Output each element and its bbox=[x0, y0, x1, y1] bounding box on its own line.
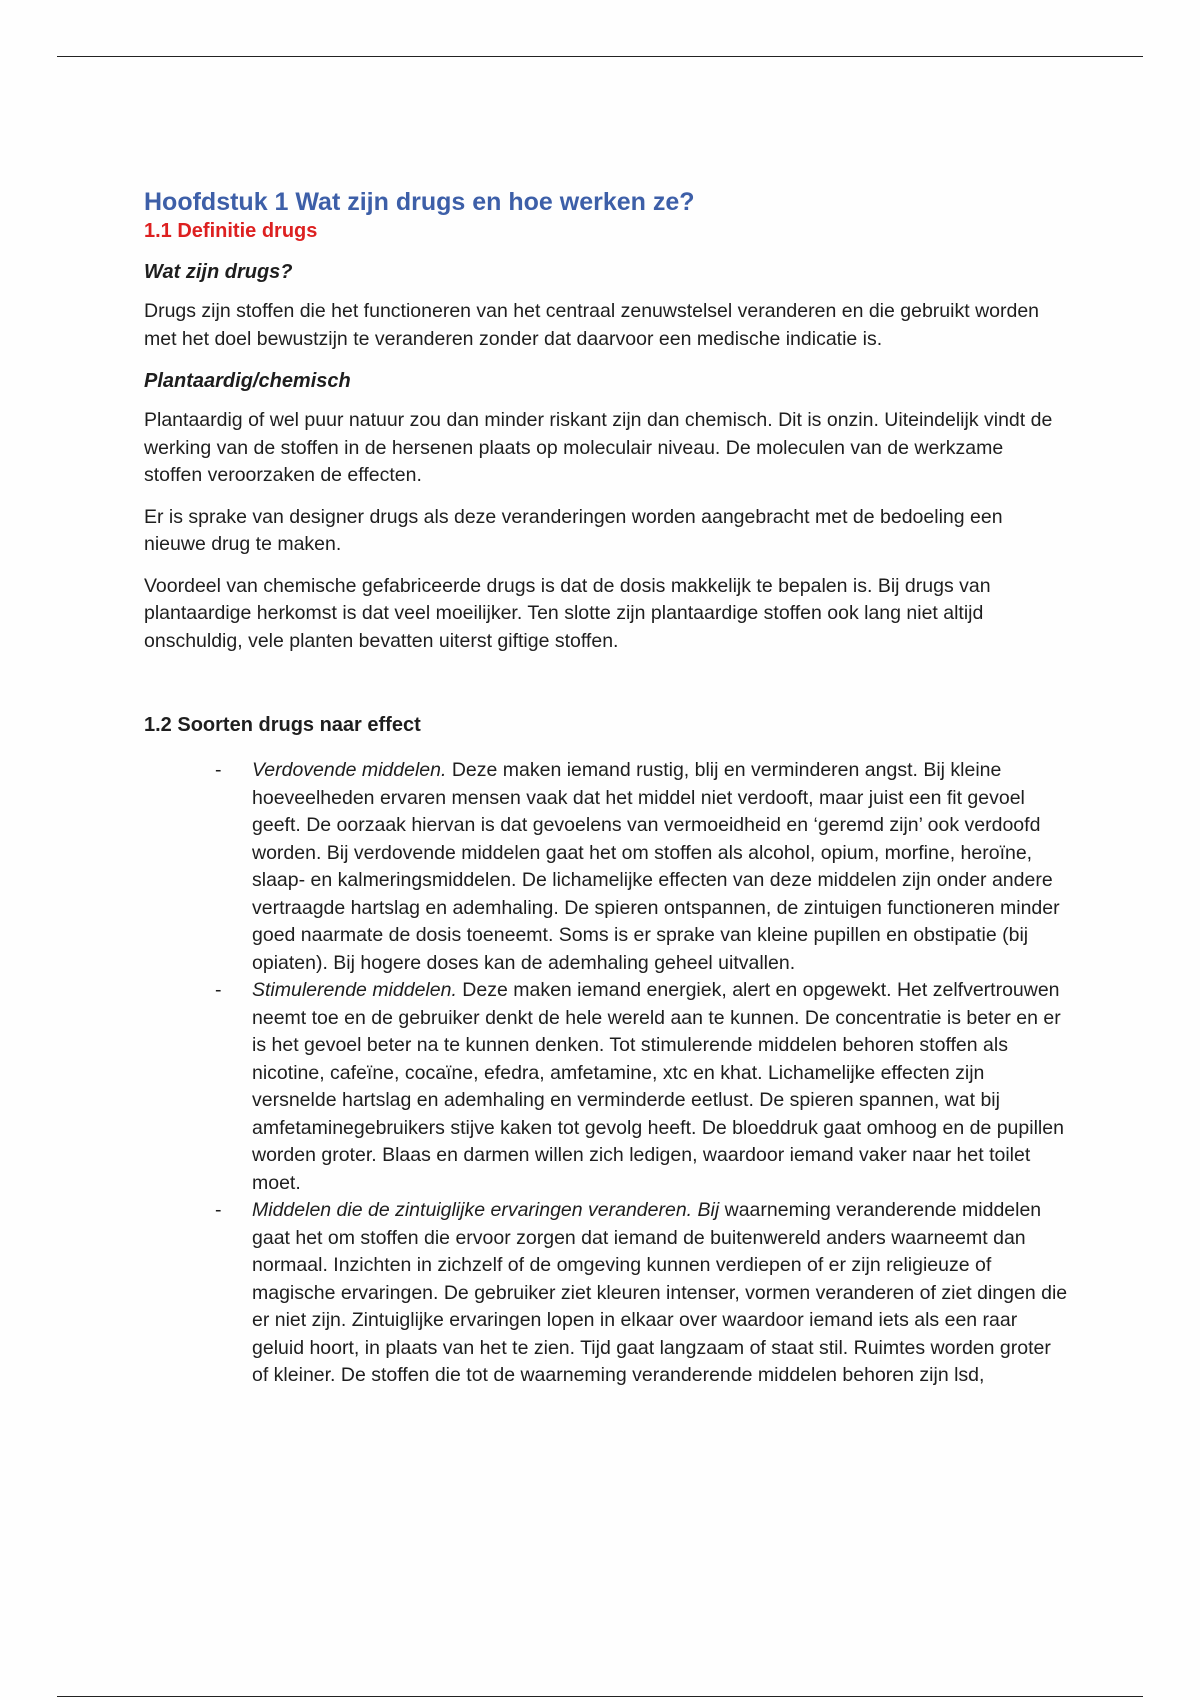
list-item bbox=[215, 977, 1072, 1197]
bullet-dash: - bbox=[215, 759, 222, 781]
bullet-dash: - bbox=[215, 1199, 222, 1221]
list-item-lead: Middelen die de zintuiglijke ervaringen veranderen. Bij bbox=[252, 1199, 720, 1221]
chapter-title: Hoofdstuk 1 Wat zijn drugs en hoe werken ze? bbox=[144, 188, 695, 216]
bullet-dash: - bbox=[215, 979, 222, 1001]
paragraph-chemisch-voordeel: Voordeel van chemische gefabriceerde drugs is dat de dosis makkelijk te bepalen is. Bij drugs van plantaardige herkomst is dat veel moeilijker. Ten slotte zijn plantaardige stoffen ook lang niet altijd onschuldig, vele planten bevatten uiterst giftige stoffen. bbox=[144, 574, 991, 652]
list-item-text: Deze maken iemand rustig, blij en verminderen angst. Bij kleine hoeveelheden ervaren mensen vaak dat het middel niet verdooft, maar juist een fit gevoel geeft. De oorzaak hiervan is dat gevoelens van vermoeidheid en ‘geremd zijn’ ook verdoofd worden. Bij verdovende middelen gaat het om stoffen als alcohol, opium, morfine, heroïne, slaap- en kalmeringsmiddelen. De lichamelijke effecten van deze middelen zijn onder andere vertraagde hartslag en ademhaling. De spieren ontspannen, de zintuigen functioneren minder goed naarmate de dosis toeneemt. Soms is er sprake van kleine pupillen en obstipatie (bij opiaten). Bij hogere doses kan de ademhaling geheel uitvallen. bbox=[252, 759, 1060, 974]
paragraph-definition: Drugs zijn stoffen die het functioneren van het centraal zenuwstelsel veranderen en die gebruikt worden met het doel bewustzijn te veranderen zonder dat daarvoor een medische indicatie is. bbox=[144, 300, 1040, 350]
list-item-lead: Verdovende middelen. bbox=[252, 759, 447, 781]
document-page bbox=[144, 186, 1068, 1390]
section-1-title: 1.1 Definitie drugs bbox=[144, 220, 318, 242]
subheading-wat-zijn-drugs: Wat zijn drugs? bbox=[144, 261, 293, 283]
drug-effects-list bbox=[144, 757, 1068, 1390]
section-2-title: 1.2 Soorten drugs naar effect bbox=[144, 714, 421, 736]
list-item-text: Deze maken iemand energiek, alert en opgewekt. Het zelfvertrouwen neemt toe en de gebruiker denkt de hele wereld aan te kunnen. De concentratie is beter en er is het gevoel beter na te kunnen denken. Tot stimulerende middelen behoren stoffen als nicotine, cafeïne, cocaïne, efedra, amfetamine, xtc en khat. Lichamelijke effecten zijn versnelde hartslag en ademhaling en verminderde eetlust. De spieren spannen, wat bij amfetaminegebruikers stijve kaken tot gevolg heeft. De bloeddruk gaat omhoog en de pupillen worden groter. Blaas en darmen willen zich ledigen, waardoor iemand vaker naar het toilet moet. bbox=[252, 979, 1064, 1194]
list-item-lead: Stimulerende middelen. bbox=[252, 979, 457, 1001]
subheading-plantaardig-chemisch: Plantaardig/chemisch bbox=[144, 370, 351, 392]
paragraph-designer-drugs: Er is sprake van designer drugs als deze veranderingen worden aangebracht met de bedoeling een nieuwe drug te maken. bbox=[144, 505, 1003, 555]
header-rule bbox=[57, 56, 1143, 57]
footer-rule bbox=[57, 1696, 1143, 1697]
list-item bbox=[215, 757, 1072, 977]
list-item-text: waarneming veranderende middelen gaat het om stoffen die ervoor zorgen dat iemand de buitenwereld anders waarneemt dan normaal. Inzichten in zichzelf of de omgeving kunnen verdiepen of er zijn religieuze of magische ervaringen. De gebruiker ziet kleuren intenser, vormen veranderen of ziet dingen die er niet zijn. Zintuiglijke ervaringen lopen in elkaar over waardoor iemand iets als een raar geluid hoort, in plaats van het te zien. Tijd gaat langzaam of staat stil. Ruimtes worden groter of kleiner. De stoffen die tot de waarneming veranderende middelen behoren zijn lsd, bbox=[252, 1199, 1068, 1386]
list-item bbox=[215, 1197, 1072, 1390]
paragraph-plantaardig: Plantaardig of wel puur natuur zou dan minder riskant zijn dan chemisch. Dit is onzin. Uiteindelijk vindt de werking van de stoffen in de hersenen plaats op moleculair niveau. De moleculen van de werkzame stoffen veroorzaken de effecten. bbox=[144, 409, 1053, 486]
